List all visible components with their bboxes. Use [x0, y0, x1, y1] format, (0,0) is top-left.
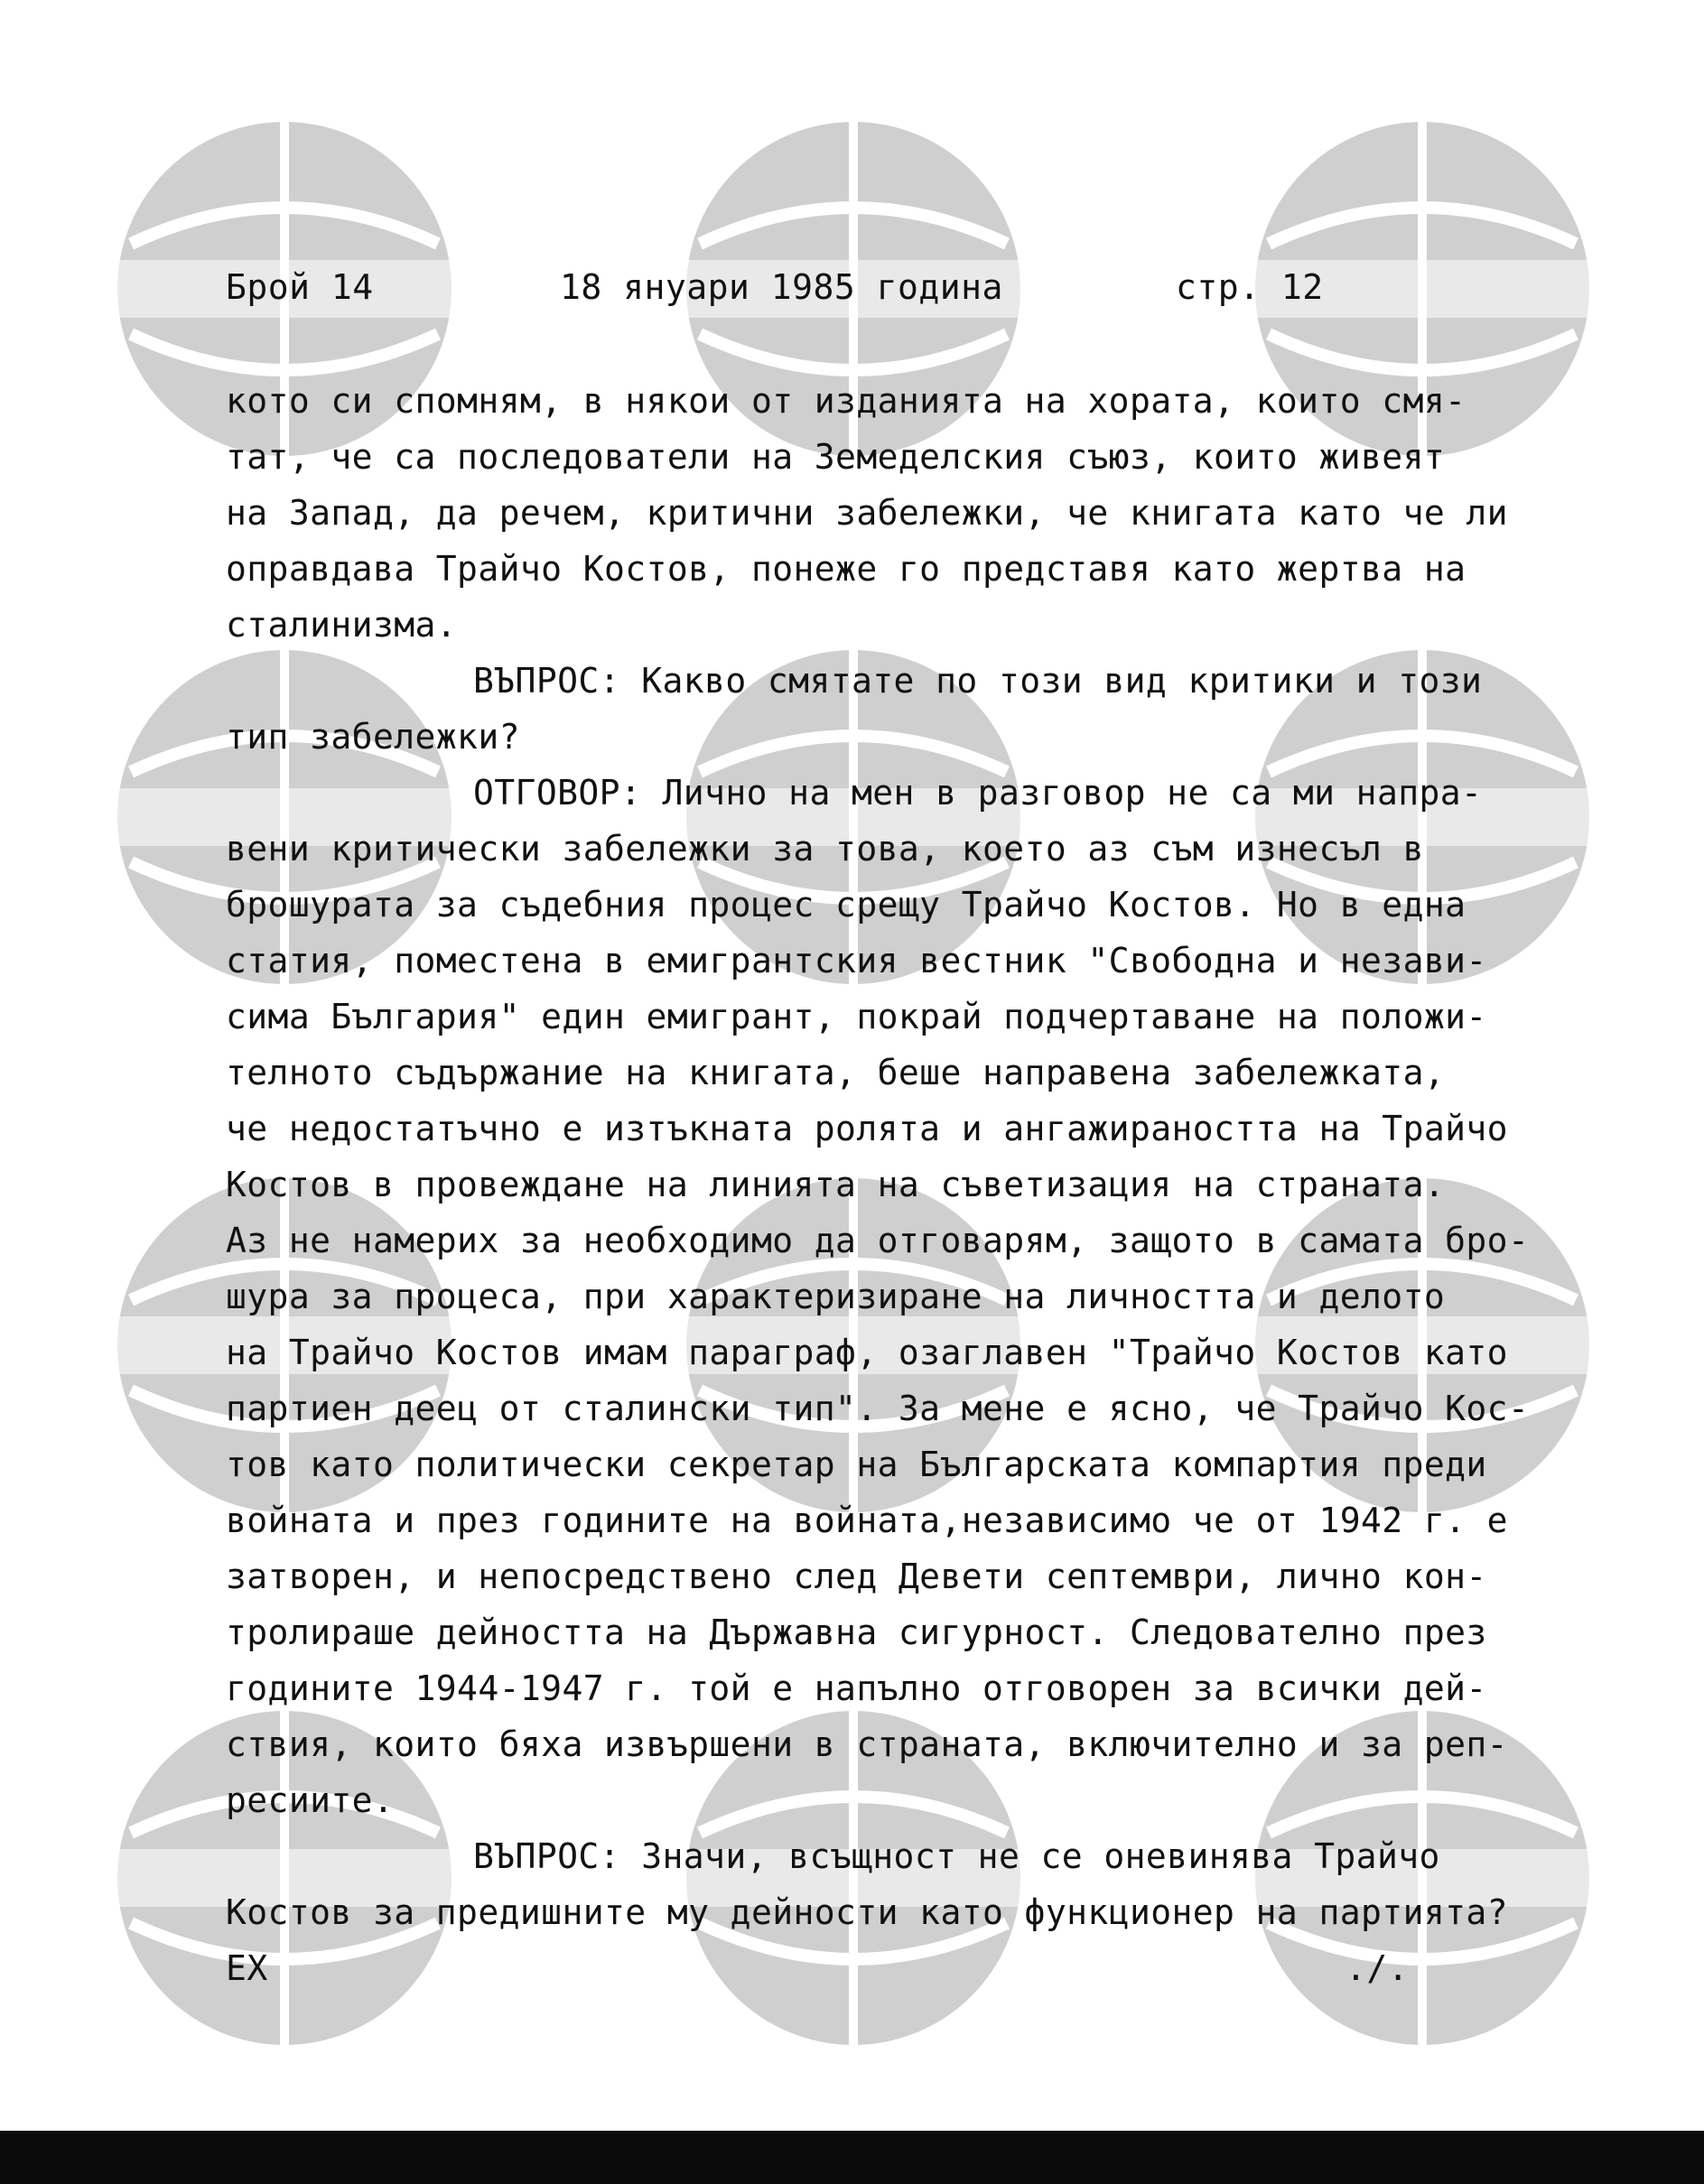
page-number: стр. 12	[1176, 267, 1324, 307]
text-line: оправдава Трайчо Костов, понеже го представя като жертва на	[226, 549, 1467, 589]
text-line: сима България" един емигрант, покрай подчертаване на положи-	[226, 997, 1487, 1036]
text-line: брошурата за съдебния процес срещу Трайчо Костов. Но в една	[226, 885, 1467, 925]
text-line: вени критически забележки за това, което аз съм изнесъл в	[226, 829, 1424, 869]
issue-date: 18 януари 1985 година	[560, 267, 1003, 307]
text-line: на Трайчо Костов имам параграф, озаглавен "Трайчо Костов като	[226, 1333, 1508, 1372]
text-line: Костов за предишните му дейности като функционер на партията?	[226, 1892, 1508, 1932]
text-line: шура за процеса, при характеризиране на личността и делото	[226, 1277, 1446, 1316]
continuation-mark: ./.	[1346, 1948, 1410, 1988]
answer-line: ОТГОВОР: Лично на мен в разговор не са ми напра-	[473, 773, 1483, 813]
text-line: на Запад, да речем, критични забележки, че книгата като че ли	[226, 493, 1508, 533]
text-line: статия, поместена в емигрантския вестник "Свободна и незави-	[226, 941, 1487, 980]
question-line: ВЪПРОС: Значи, всъщност не се оневинява Трайчо	[473, 1836, 1440, 1876]
text-line: тов като политически секретар на Българската компартия преди	[226, 1445, 1487, 1484]
scan-border	[0, 2131, 1704, 2184]
text-line: ресиите.	[226, 1780, 395, 1820]
question-line: ВЪПРОС: Какво смятате по този вид критики и този	[473, 661, 1483, 701]
text-line: Аз не намерих за необходимо да отговарям, защото в самата бро-	[226, 1221, 1530, 1260]
text-line: Костов в провеждане на линията на съветизация на страната.	[226, 1165, 1446, 1204]
text-line: партиен деец от сталински тип". За мене е ясно, че Трайчо Кос-	[226, 1389, 1530, 1428]
bta-watermark-logo	[113, 646, 456, 989]
text-line: затворен, и непосредствено след Девети септември, лично кон-	[226, 1557, 1487, 1596]
issue-number: Брой 14	[226, 267, 374, 307]
text-line: войната и през годините на войната,независимо че от 1942 г. е	[226, 1501, 1508, 1540]
text-line: че недостатъчно е изтъкната ролята и ангажираността на Трайчо	[226, 1109, 1508, 1148]
text-line: тип забележки?	[226, 717, 520, 757]
text-line: сталинизма.	[226, 605, 458, 645]
text-line: тат, че са последователи на Земеделския съюз, които живеят	[226, 437, 1446, 477]
text-line: телното съдържание на книгата, беше направена забележката,	[226, 1053, 1446, 1092]
text-line: тролираше дейността на Държавна сигурност. Следователно през	[226, 1612, 1487, 1652]
text-line: кото си спомням, в някои от изданията на хората, които смя-	[226, 381, 1467, 421]
author-initials: ЕХ	[226, 1948, 268, 1988]
text-line: ствия, които бяха извършени в страната, включително и за реп-	[226, 1724, 1508, 1764]
text-line: годините 1944-1947 г. той е напълно отговорен за всички дей-	[226, 1668, 1487, 1708]
